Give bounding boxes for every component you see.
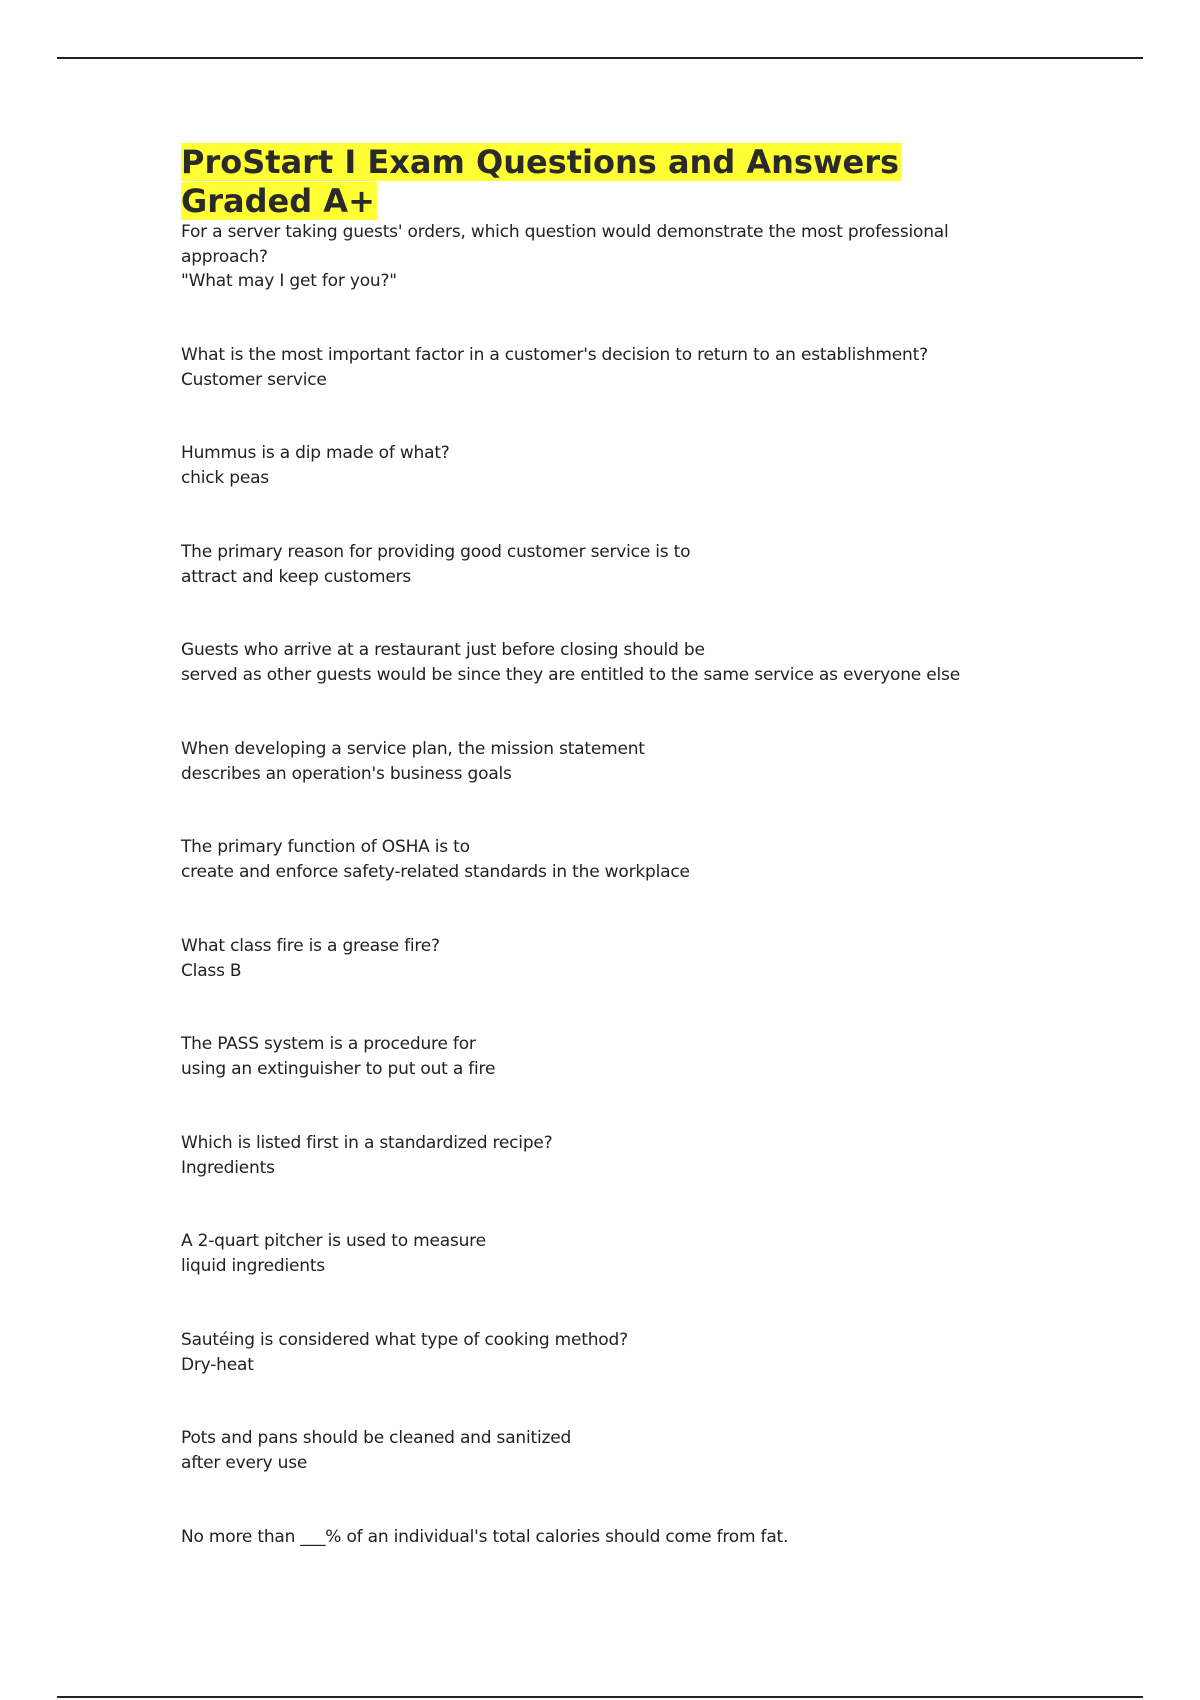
answer-text: using an extinguisher to put out a fire bbox=[181, 1058, 496, 1079]
qa-item bbox=[181, 220, 981, 294]
qa-item bbox=[181, 1131, 981, 1180]
top-rule bbox=[57, 57, 1143, 59]
qa-item bbox=[181, 1032, 981, 1081]
question-text: For a server taking guests' orders, which question would demonstrate the most professional approach? bbox=[181, 222, 949, 267]
qa-item bbox=[181, 1426, 981, 1475]
qa-item bbox=[181, 835, 981, 884]
qa-item bbox=[181, 441, 981, 490]
question-text: No more than ___% of an individual's total calories should come from fat. bbox=[181, 1527, 789, 1547]
qa-item bbox=[181, 1525, 981, 1550]
question-text: A 2-quart pitcher is used to measure bbox=[181, 1231, 486, 1251]
qa-item bbox=[181, 638, 1001, 687]
bottom-rule bbox=[57, 1696, 1143, 1698]
answer-text: describes an operation's business goals bbox=[181, 763, 512, 784]
answer-text: attract and keep customers bbox=[181, 566, 412, 587]
document-body bbox=[181, 143, 981, 1547]
qa-item bbox=[181, 737, 981, 786]
title-highlight: ProStart I Exam Questions and Answers Graded A+ bbox=[181, 143, 900, 220]
answer-text: served as other guests would be since they are entitled to the same service as everyone else bbox=[181, 664, 960, 685]
question-text: The primary function of OSHA is to bbox=[181, 837, 470, 857]
answer-text: Dry-heat bbox=[181, 1354, 254, 1375]
answer-text: liquid ingredients bbox=[181, 1255, 325, 1276]
question-text: What class fire is a grease fire? bbox=[181, 936, 440, 956]
question-text: The primary reason for providing good customer service is to bbox=[181, 542, 691, 562]
question-text: The PASS system is a procedure for bbox=[181, 1034, 476, 1054]
question-text: When developing a service plan, the mission statement bbox=[181, 739, 645, 759]
answer-text: Ingredients bbox=[181, 1157, 275, 1178]
question-text: Hummus is a dip made of what? bbox=[181, 443, 450, 463]
question-text: Guests who arrive at a restaurant just before closing should be bbox=[181, 640, 705, 660]
answer-text: create and enforce safety-related standards in the workplace bbox=[181, 861, 690, 882]
qa-item bbox=[181, 540, 981, 589]
qa-item bbox=[181, 1229, 981, 1278]
qa-item bbox=[181, 343, 981, 392]
question-text: Pots and pans should be cleaned and sanitized bbox=[181, 1428, 572, 1448]
qa-item bbox=[181, 934, 981, 983]
question-text: Sautéing is considered what type of cooking method? bbox=[181, 1330, 628, 1350]
question-text: What is the most important factor in a customer's decision to return to an establishment? bbox=[181, 345, 928, 365]
answer-text: Class B bbox=[181, 960, 242, 981]
answer-text: chick peas bbox=[181, 467, 269, 488]
qa-item bbox=[181, 1328, 981, 1377]
answer-text: after every use bbox=[181, 1452, 308, 1473]
answer-text: Customer service bbox=[181, 369, 327, 390]
question-text: Which is listed first in a standardized recipe? bbox=[181, 1133, 553, 1153]
document-title bbox=[181, 143, 981, 221]
answer-text: "What may I get for you?" bbox=[181, 271, 397, 291]
